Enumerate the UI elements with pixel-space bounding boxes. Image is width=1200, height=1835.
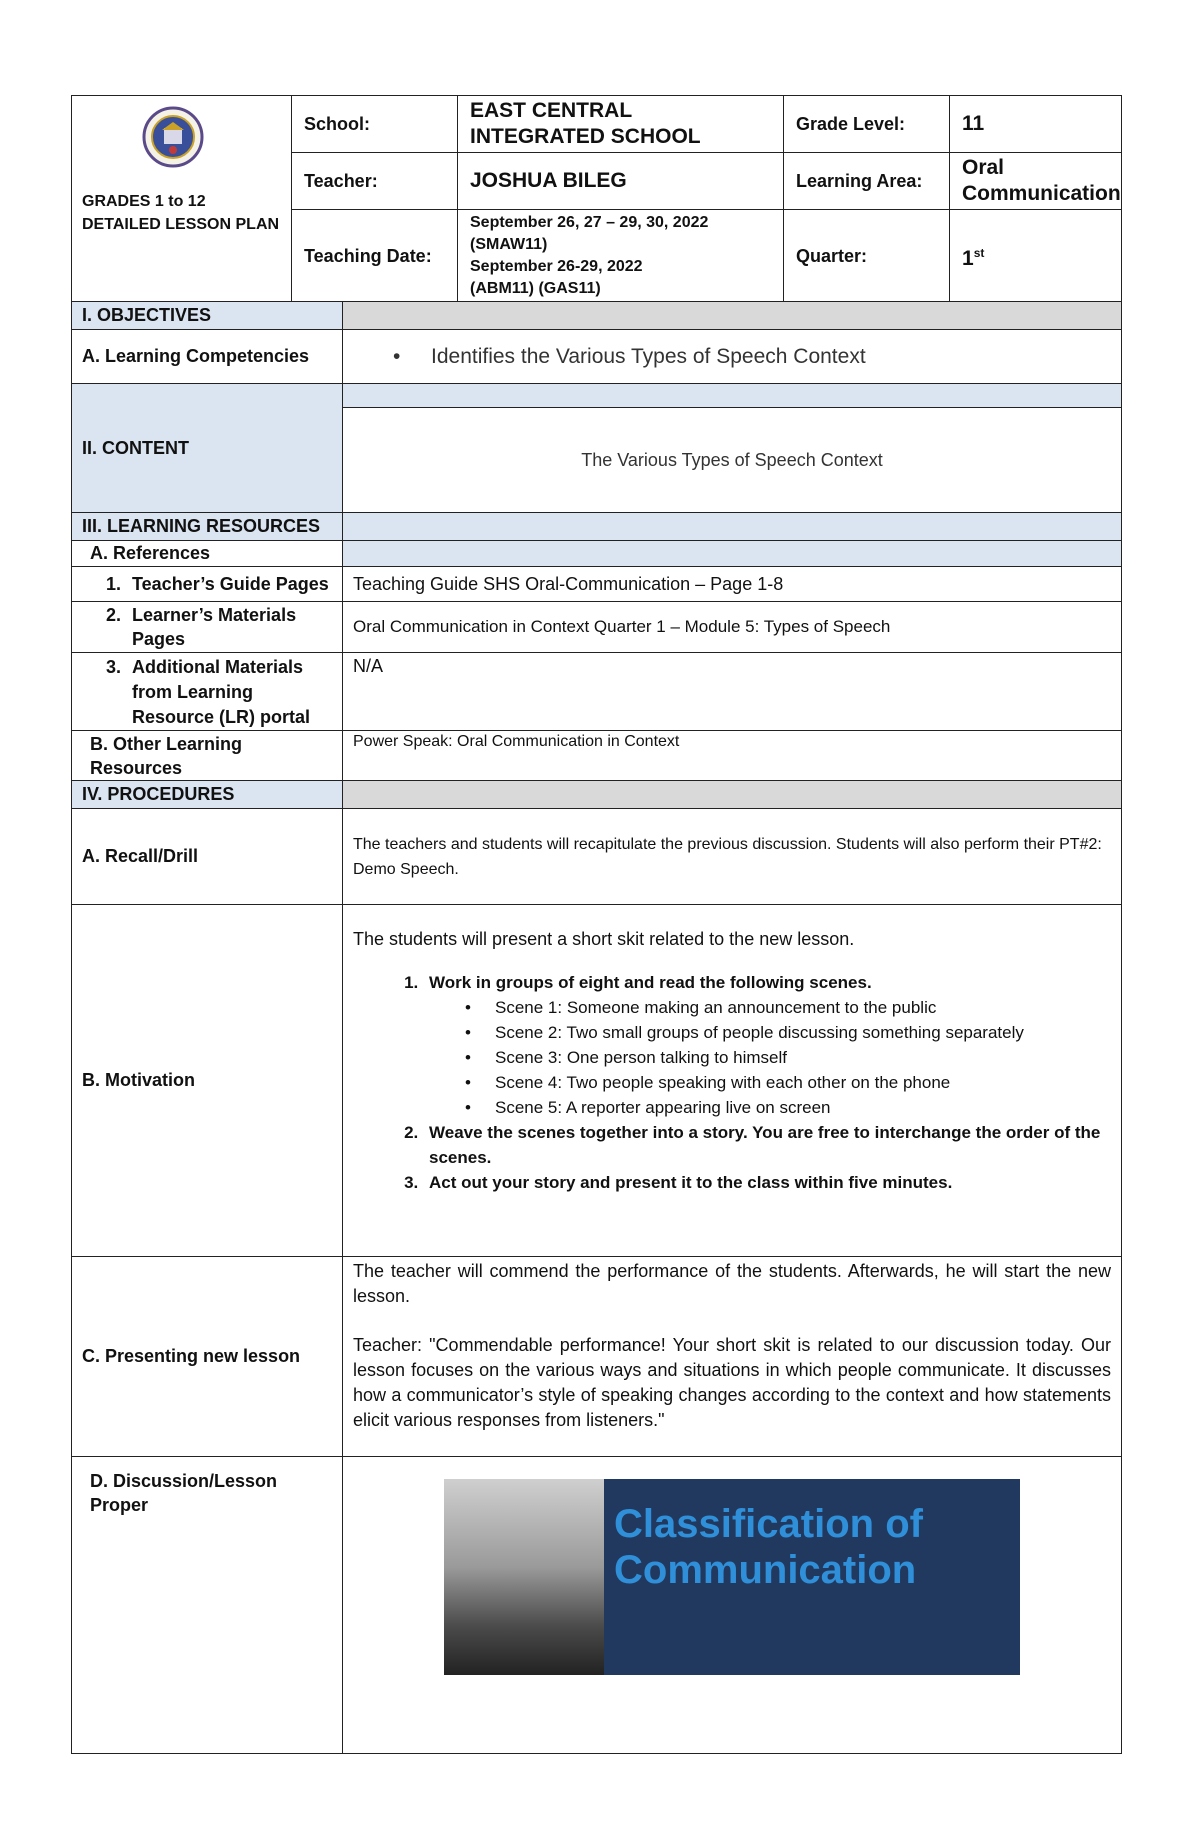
audience-photo [444, 1479, 604, 1675]
scene-item: • Scene 5: A reporter appearing live on screen [495, 1095, 1111, 1120]
school-label: School: [304, 113, 370, 134]
other-resources-label: B. Other Learning Resources [72, 731, 343, 781]
plan-title: GRADES 1 to 12 DETAILED LESSON PLAN [82, 193, 280, 233]
motivation-label: B. Motivation [72, 905, 343, 1257]
other-resources-value: Power Speak: Oral Communication in Context [343, 731, 1122, 781]
school-value: EAST CENTRAL INTEGRATED SCHOOL [470, 99, 701, 148]
quarter-label: Quarter: [796, 245, 868, 266]
learning-area-value: Oral Communication [962, 156, 1121, 205]
motivation-step: 3. Act out your story and present it to the class within five minutes. [423, 1170, 1111, 1195]
learners-materials-value: Oral Communication in Context Quarter 1 – Module 5: Types of Speech [343, 602, 1122, 653]
motivation-intro: The students will present a short skit related to the new lesson. [353, 929, 855, 949]
deped-seal-icon [142, 106, 204, 168]
grade-level-value: 11 [962, 112, 985, 135]
motivation-step: 1. Work in groups of eight and read the following scenes. • Scene 1: Someone making an announcement to the public • Scene 2: Two small groups of people discussing something separately • Scene 3: One person talking to himself • Scene 4: Two people speaking with each other on the phone • Scene 5: A reporter appearing live on screen [423, 970, 1111, 1120]
quarter-value: 1st [962, 246, 985, 270]
teacher-value: JOSHUA BILEG [470, 169, 627, 192]
classification-banner-image [444, 1479, 1020, 1675]
scene-item: • Scene 3: One person talking to himself [495, 1045, 1111, 1070]
banner-title: Classification of Communication [614, 1502, 923, 1592]
teachers-guide-value: Teaching Guide SHS Oral-Communication – Page 1-8 [343, 567, 1122, 602]
learning-area-label: Learning Area: [796, 170, 923, 191]
scene-item: • Scene 2: Two small groups of people discussing something separately [495, 1020, 1111, 1045]
teacher-label: Teacher: [304, 170, 378, 191]
additional-materials-value: N/A [343, 653, 1122, 731]
learning-competency-item: • Identifies the Various Types of Speech Context [393, 344, 866, 368]
scene-item: • Scene 4: Two people speaking with each other on the phone [495, 1070, 1111, 1095]
teachers-guide-label: 1. Teacher’s Guide Pages [72, 567, 343, 602]
motivation-steps [353, 970, 1111, 1195]
additional-materials-label: 3. Additional Materials from Learning Resource (LR) portal [72, 653, 343, 731]
learning-resources-heading: III. LEARNING RESOURCES [72, 513, 343, 541]
recall-drill-label: A. Recall/Drill [72, 809, 343, 905]
presenting-lesson-label: C. Presenting new lesson [72, 1257, 343, 1457]
grade-level-label: Grade Level: [796, 113, 906, 134]
scene-list [429, 995, 1111, 1120]
references-label: A. References [72, 541, 343, 567]
motivation-step: 2. Weave the scenes together into a story. You are free to interchange the order of the scenes. [423, 1120, 1111, 1170]
teaching-date-label: Teaching Date: [304, 245, 432, 266]
learning-competencies-label: A. Learning Competencies [72, 330, 343, 384]
procedures-heading: IV. PROCEDURES [72, 781, 343, 809]
content-value: The Various Types of Speech Context [343, 408, 1122, 513]
teacher-quote: Teacher: "Commendable performance! Your short skit is related to our discussion today. Our lesson focuses on the various ways and situations in which people communicate. It discusses how a communicator’s style of speaking changes according to the context and how statements elicit various responses from listeners." [353, 1335, 1111, 1430]
logo-cell [72, 96, 292, 303]
discussion-cell [343, 1457, 1122, 1754]
teaching-date-value: September 26, 27 – 29, 30, 2022 (SMAW11) September 26-29, 2022 (ABM11) (GAS11) [458, 210, 784, 303]
presenting-lesson-cell [343, 1257, 1122, 1457]
learners-materials-label: 2. Learner’s Materials Pages [72, 602, 343, 653]
lesson-plan-table [71, 301, 1122, 1754]
header-table [71, 95, 1122, 303]
motivation-cell [343, 905, 1122, 1257]
objectives-heading: I. OBJECTIVES [72, 302, 343, 330]
presenting-paragraph: The teacher will commend the performance of the students. Afterwards, he will start the new lesson. [353, 1261, 1111, 1306]
recall-drill-text: The teachers and students will recapitulate the previous discussion. Students will also perform their PT#2: Demo Speech. [343, 809, 1122, 905]
discussion-label: D. Discussion/Lesson Proper [72, 1457, 343, 1754]
content-heading: II. CONTENT [72, 384, 343, 513]
scene-item: • Scene 1: Someone making an announcement to the public [495, 995, 1111, 1020]
